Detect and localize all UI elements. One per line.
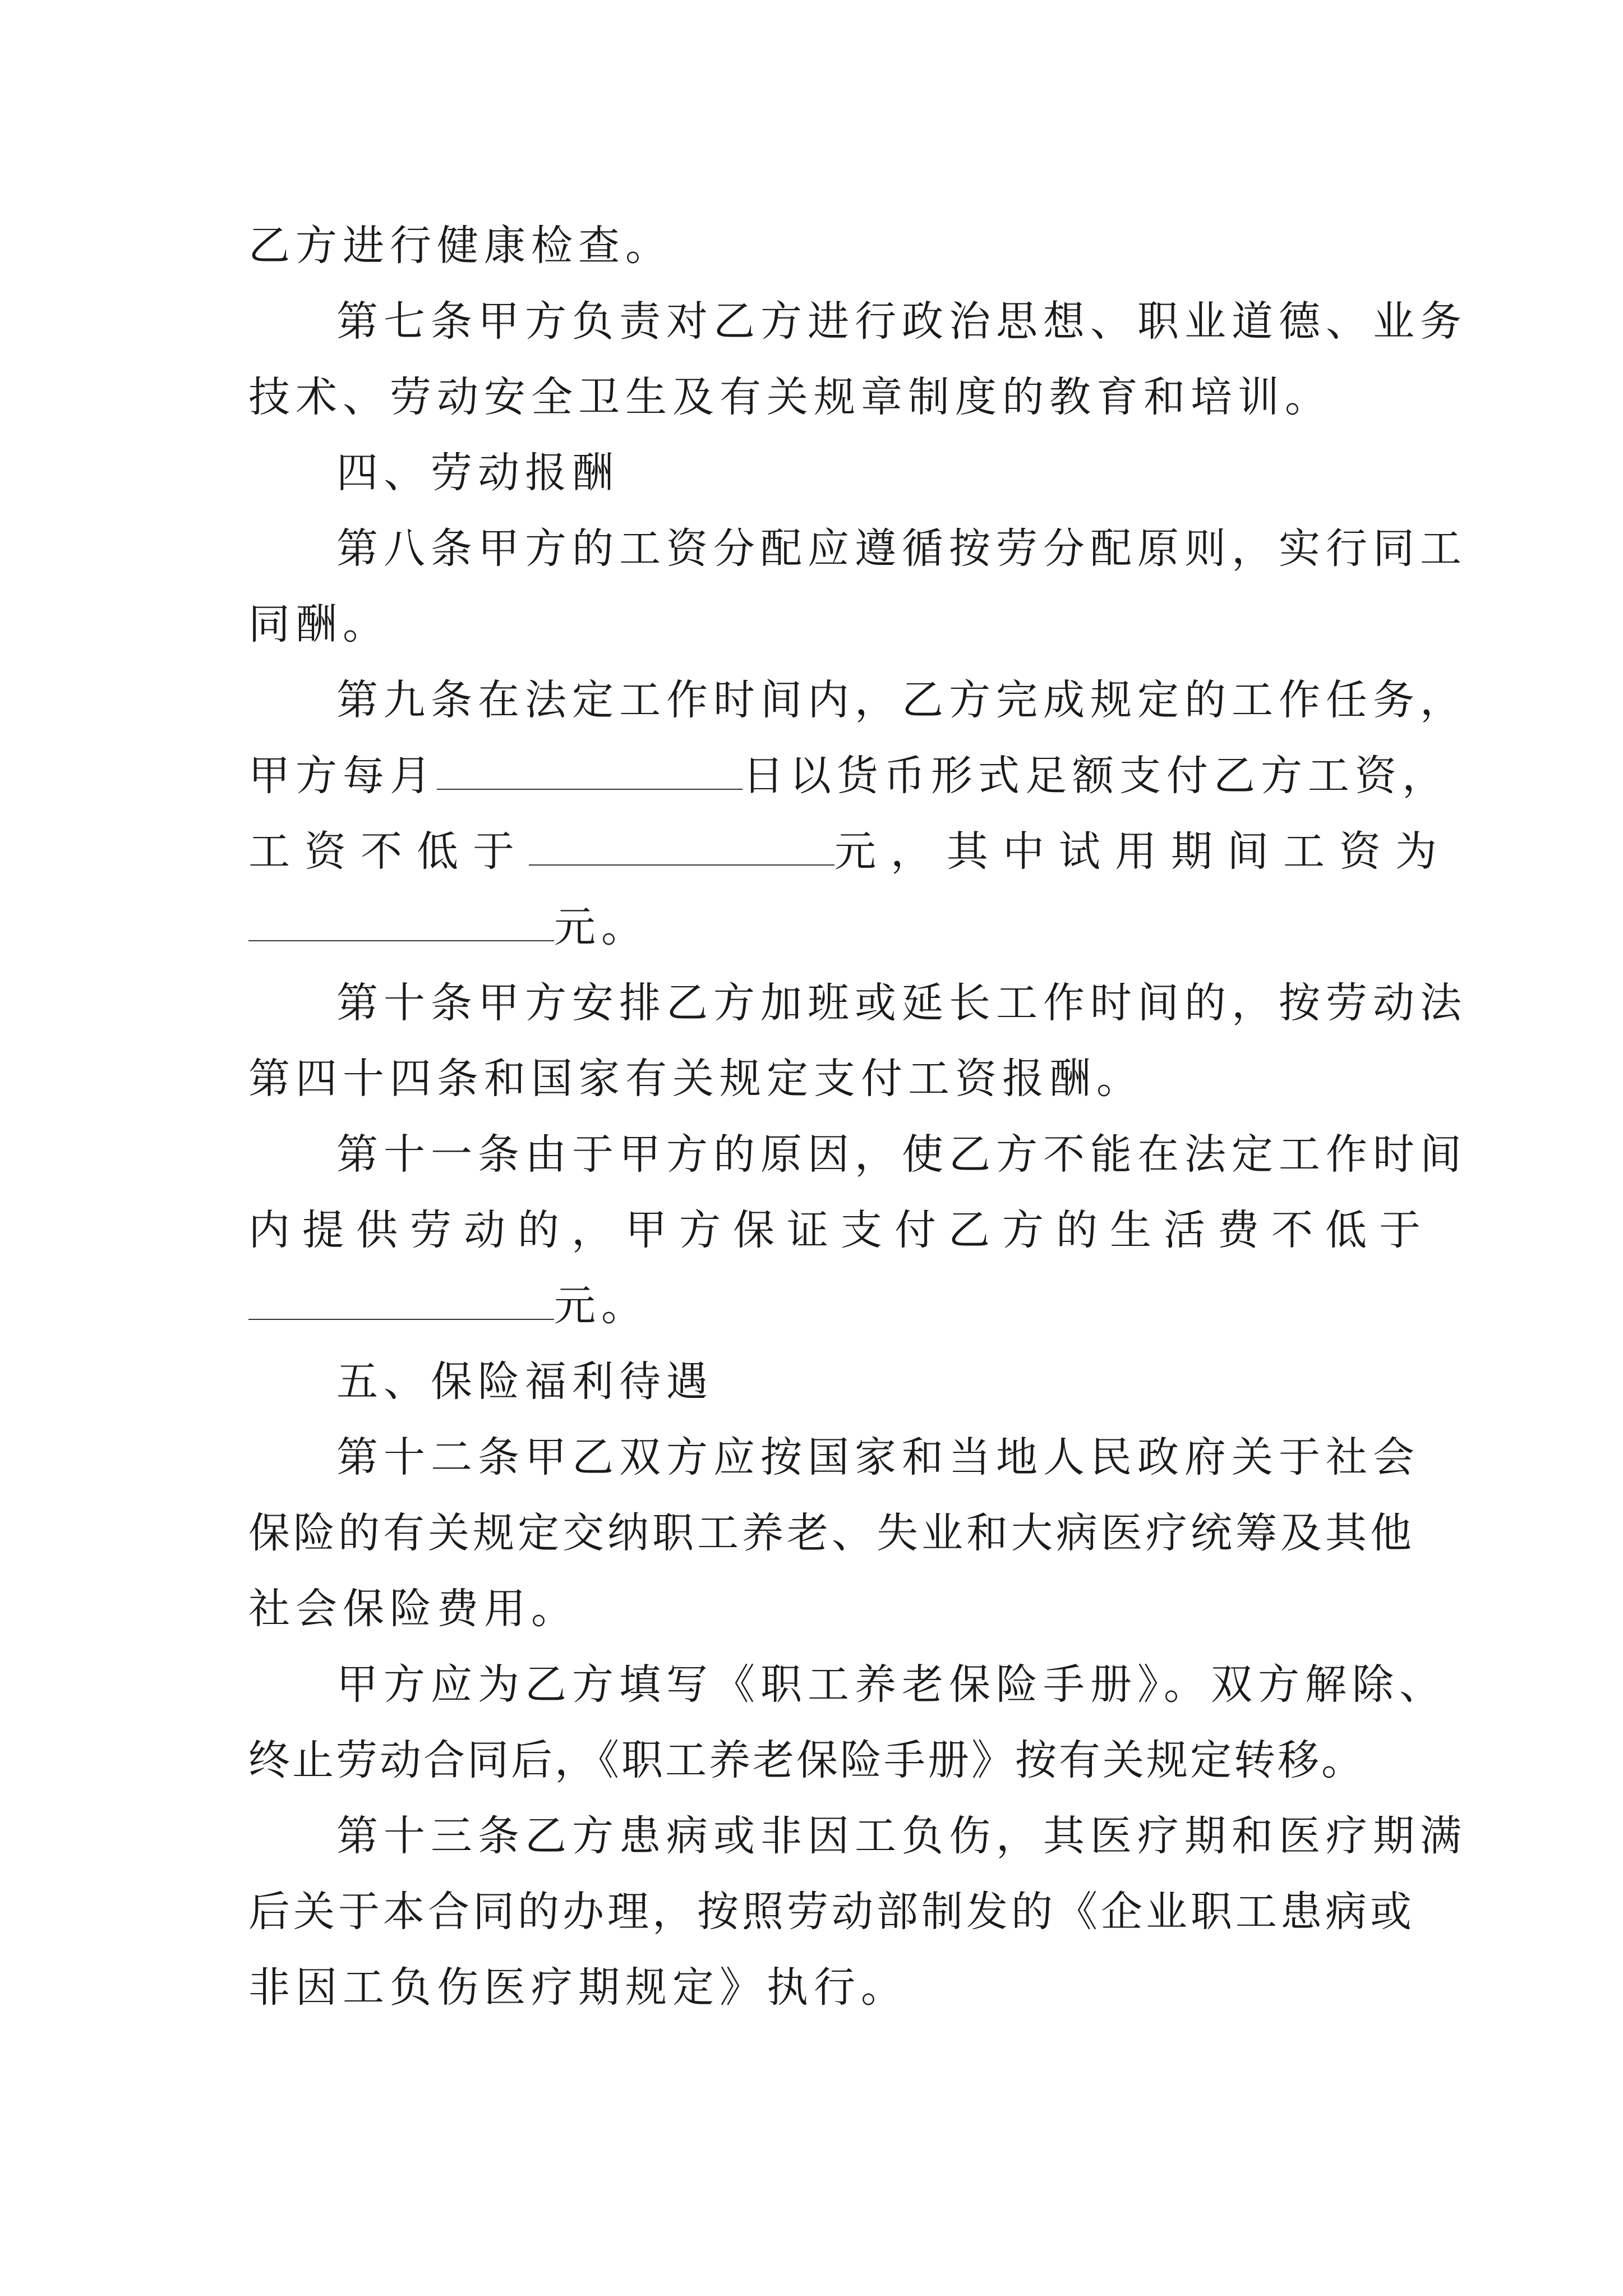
article-13-line: 第十三条乙方患病或非因工负伤，其医疗期和医疗期满: [336, 1812, 1467, 1860]
article-9-line: [248, 823, 1451, 880]
article-7-line: 第七条甲方负责对乙方进行政治思想、职业道德、业务: [336, 297, 1467, 346]
fill-in-blank-pay-day[interactable]: [437, 756, 743, 790]
article-12-line: 保险的有关规定交纳职工养老、失业和大病医疗统筹及其他: [248, 1509, 1415, 1557]
article-11-line: 内提供劳动的，甲方保证支付乙方的生活费不低于: [248, 1206, 1433, 1254]
article-11-line: [248, 1278, 1376, 1334]
article-9-line: 第九条在法定工作时间内，乙方完成规定的工作任务，: [336, 676, 1467, 724]
article-13-line: 非因工负伤医疗期规定》执行。: [248, 1963, 908, 2012]
fill-in-blank-living-allowance[interactable]: [248, 1286, 554, 1320]
article-9-line: [248, 899, 1376, 955]
article-12-handbook-line: 甲方应为乙方填写《职工养老保险手册》。双方解除、: [336, 1660, 1446, 1709]
article-12-line: 第十二条甲乙双方应按国家和当地人民政府关于社会: [336, 1433, 1420, 1481]
article-10-line: 第十条甲方安排乙方加班或延长工作时间的，按劳动法: [336, 979, 1467, 1027]
section-4-heading: 四、劳动报酬: [336, 449, 619, 497]
article-9-text: 元，其中试用期间工资为: [834, 827, 1451, 876]
article-9-line: [248, 748, 1449, 804]
article-12-line: 社会保险费用。: [248, 1585, 578, 1633]
article-8-line: 同酬。: [248, 600, 390, 648]
article-13-line: 后关于本合同的办理，按照劳动部制发的《企业职工患病或: [248, 1888, 1415, 1936]
paragraph-line: 乙方进行健康检查。: [248, 222, 672, 270]
article-9-text: 工资不低于: [248, 827, 529, 876]
article-8-line: 第八条甲方的工资分配应遵循按劳分配原则，实行同工: [336, 524, 1467, 573]
article-10-line: 第四十四条和国家有关规定支付工资报酬。: [248, 1055, 1144, 1103]
article-11-text: 元。: [554, 1282, 648, 1330]
article-9-text: 元。: [554, 903, 648, 951]
article-7-line: 技术、劳动安全卫生及有关规章制度的教育和培训。: [248, 373, 1332, 421]
article-9-text: 甲方每月: [248, 752, 437, 800]
fill-in-blank-min-wage[interactable]: [529, 832, 834, 866]
article-11-line: 第十一条由于甲方的原因，使乙方不能在法定工作时间: [336, 1130, 1467, 1179]
fill-in-blank-probation-wage[interactable]: [248, 908, 554, 941]
article-9-text: 日以货币形式足额支付乙方工资，: [743, 752, 1449, 800]
section-5-heading: 五、保险福利待遇: [336, 1358, 713, 1406]
article-12-handbook-line: 终止劳动合同后，《职工养老保险手册》按有关规定转移。: [248, 1736, 1365, 1784]
